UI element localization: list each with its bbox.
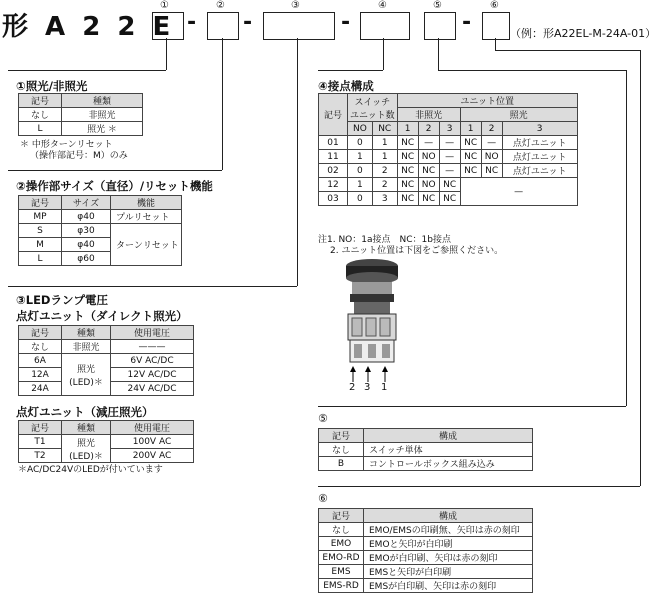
s3b-header-type: 種類 <box>62 421 111 435</box>
s4-r3-c2: 2 <box>372 164 397 178</box>
s4-header-non: 非照光 <box>397 108 460 122</box>
s4-r2-c5: — <box>439 150 460 164</box>
s5-r1-config: スイッチ単体 <box>364 443 533 457</box>
s5-header-code: 記号 <box>319 429 364 443</box>
s4-r1-c7: — <box>481 136 502 150</box>
marker-2: ② <box>216 0 225 11</box>
s6-r2-config: EMOと矢印が白印刷 <box>364 537 533 551</box>
s4-r3-c1: 0 <box>348 164 373 178</box>
s6-r3-config: EMOが白印刷、矢印は赤の刻印 <box>364 551 533 565</box>
s4-header-c3: 3 <box>439 122 460 136</box>
s2-turn-reset: ターンリセット <box>111 224 182 266</box>
s4-header-c5: 2 <box>481 122 502 136</box>
s6-r5-config: EMSが白印刷、矢印は赤の刻印 <box>364 579 533 593</box>
connector-1h <box>8 70 166 71</box>
s4-r3-c4: NC <box>418 164 439 178</box>
s2-r2-size: φ30 <box>62 224 111 238</box>
section6-table <box>318 508 533 593</box>
s4-header-switch-2: ユニット数 <box>350 110 395 121</box>
s1-r1-code: なし <box>19 108 62 122</box>
s1-header-type: 種類 <box>62 94 143 108</box>
connector-5b <box>438 70 626 71</box>
s6-header-code: 記号 <box>319 509 364 523</box>
s3-header-volt: 使用電圧 <box>111 326 194 340</box>
s3-r1-type: 非照光 <box>62 340 111 354</box>
s1-r2-code: L <box>19 122 62 136</box>
marker-3: ③ <box>291 0 300 11</box>
s2-header-func: 機能 <box>111 196 182 210</box>
s2-r1-func: プルリセット <box>111 210 182 224</box>
section3-table1 <box>18 325 194 396</box>
s4-r5-c1: 0 <box>348 192 373 206</box>
s4-header-c2: 2 <box>418 122 439 136</box>
s6-r4-code: EMS <box>319 565 364 579</box>
s5-r2-config: コントロールボックス組み込み <box>364 457 533 471</box>
s4-r1-c1: 0 <box>348 136 373 150</box>
s4-r5-c3: NC <box>397 192 418 206</box>
s4-header-switch-1: スイッチ <box>354 97 391 108</box>
connector-6c <box>640 50 641 486</box>
connector-3h <box>8 286 297 287</box>
s3-header-type: 種類 <box>62 326 111 340</box>
s4-r1-c0: 01 <box>319 136 348 150</box>
s3b-type-lit <box>62 435 111 463</box>
s4-r5-c5: NC <box>439 192 460 206</box>
s4-r4-c0: 12 <box>319 178 348 192</box>
s6-r2-code: EMO <box>319 537 364 551</box>
s3b-r2-code: T2 <box>19 449 62 463</box>
unit-pos-label-2: 3 <box>364 382 371 393</box>
s3-r2-code: 6A <box>19 354 62 368</box>
connector-3v <box>297 38 298 286</box>
s3b-header-code: 記号 <box>19 421 62 435</box>
s3b-header-volt: 使用電圧 <box>111 421 194 435</box>
s3-type-lit-2: (LED)＊ <box>69 377 103 388</box>
marker-4: ④ <box>378 0 387 11</box>
code-box-4 <box>360 12 410 40</box>
s4-header-c4: 1 <box>460 122 481 136</box>
s6-header-config: 構成 <box>364 509 533 523</box>
marker-5: ⑤ <box>433 0 442 11</box>
s3b-type-lit-2: (LED)＊ <box>69 451 103 462</box>
section2-heading: ②操作部サイズ（直径）/リセット機能 <box>16 179 213 193</box>
connector-1v <box>166 38 167 70</box>
s4-header-c1: 1 <box>397 122 418 136</box>
s4-r2-c3: NC <box>397 150 418 164</box>
s3-sub2: 点灯ユニット（減圧照光） <box>16 405 154 419</box>
s5-r2-code: B <box>319 457 364 471</box>
s1-r2-type: 照光 ＊ <box>62 122 143 136</box>
s4-r2-c4: NO <box>418 150 439 164</box>
s4-r1-c3: NC <box>397 136 418 150</box>
code-box-1 <box>152 12 184 40</box>
s4-r1-c2: 1 <box>372 136 397 150</box>
code-dash-4: - <box>462 10 472 35</box>
marker-1: ① <box>160 0 169 11</box>
connector-2v <box>222 38 223 170</box>
s3b-type-lit-1: 照光 <box>76 438 95 449</box>
s3-sub1: 点灯ユニット（ダイレクト照光） <box>16 309 188 323</box>
s6-r1-code: なし <box>319 523 364 537</box>
section4-heading: ④接点構成 <box>318 79 374 93</box>
code-dash-1: - <box>187 10 197 35</box>
s2-r1-code: MP <box>19 210 62 224</box>
s4-r3-c5: — <box>439 164 460 178</box>
s1-r1-type: 非照光 <box>62 108 143 122</box>
s3b-r1-volt: 100V AC <box>111 435 194 449</box>
code-box-6 <box>482 12 510 40</box>
s3-r3-code: 12A <box>19 368 62 382</box>
s4-header-no: NO <box>348 122 373 136</box>
s5-header-config: 構成 <box>364 429 533 443</box>
section3-table2 <box>18 420 194 463</box>
s4-header-nc: NC <box>372 122 397 136</box>
s3-r1-code: なし <box>19 340 62 354</box>
connector-6b <box>495 50 640 51</box>
s6-r3-code: EMO-RD <box>319 551 364 565</box>
s4-r1-c6: NC <box>460 136 481 150</box>
s2-r4-size: φ60 <box>62 252 111 266</box>
s4-r4-c5: NC <box>439 178 460 192</box>
connector-6a <box>495 38 496 50</box>
model-title: 形 A 2 2 E <box>2 12 175 42</box>
s4-r3-c6: NC <box>460 164 481 178</box>
s1-note2: （操作部記号：M）のみ <box>30 151 128 161</box>
s4-r5-c4: NC <box>418 192 439 206</box>
unit-pos-label-3: 1 <box>381 382 388 393</box>
s6-marker: ⑥ <box>318 492 328 505</box>
s3-note: ＊AC/DC24VのLEDが付いています <box>18 465 163 475</box>
s4-r2-c7: NO <box>481 150 502 164</box>
s4-note1: 注1. NO：1a接点 NC：1b接点 <box>318 235 451 245</box>
s3-r1-volt: ——— <box>111 340 194 354</box>
s4-r2-c1: 1 <box>348 150 373 164</box>
s3-r4-volt: 24V AC/DC <box>111 382 194 396</box>
s4-r3-c7: NC <box>481 164 502 178</box>
code-box-3 <box>263 12 335 40</box>
section5-table <box>318 428 533 471</box>
connector-6d <box>318 486 640 487</box>
s4-header-lit: 照光 <box>460 108 577 122</box>
s6-r1-config: EMO/EMSの印刷無、矢印は赤の刻印 <box>364 523 533 537</box>
s2-r4-code: L <box>19 252 62 266</box>
s4-r2-c6: NC <box>460 150 481 164</box>
connector-2h <box>8 170 222 171</box>
s4-r3-c3: NC <box>397 164 418 178</box>
s2-header-code: 記号 <box>19 196 62 210</box>
section4-table <box>318 93 578 206</box>
section1-table <box>18 93 143 136</box>
section2-table <box>18 195 182 266</box>
connector-4v <box>383 38 384 70</box>
s4-r2-c2: 1 <box>372 150 397 164</box>
example-code: （例：形A22EL-M-24A-01） <box>510 27 657 40</box>
s5-marker: ⑤ <box>318 412 328 425</box>
connector-5c <box>626 70 627 406</box>
s4-r5-c0: 03 <box>319 192 348 206</box>
s4-r5-c2: 3 <box>372 192 397 206</box>
s4-note2: 2. ユニット位置は下図をご参照ください。 <box>330 246 504 256</box>
s3-r2-volt: 6V AC/DC <box>111 354 194 368</box>
s2-r3-code: M <box>19 238 62 252</box>
code-box-5 <box>424 12 456 40</box>
s4-header-c6: 3 <box>502 122 577 136</box>
s4-r4-c2: 2 <box>372 178 397 192</box>
section1-heading: ①照光/非照光 <box>16 79 88 93</box>
s5-r1-code: なし <box>319 443 364 457</box>
s4-header-pos: ユニット位置 <box>397 94 577 108</box>
s3b-r2-volt: 200V AC <box>111 449 194 463</box>
s4-r4-c3: NC <box>397 178 418 192</box>
section3-heading: ③LEDランプ電圧 <box>16 293 108 307</box>
s3-header-code: 記号 <box>19 326 62 340</box>
s4-header-code: 記号 <box>319 94 348 136</box>
code-dash-3: - <box>341 10 351 35</box>
s4-header-switch <box>348 94 398 122</box>
s3b-r1-code: T1 <box>19 435 62 449</box>
s4-r3-c0: 02 <box>319 164 348 178</box>
s3-r3-volt: 12V AC/DC <box>111 368 194 382</box>
marker-6: ⑥ <box>490 0 499 11</box>
s2-r2-code: S <box>19 224 62 238</box>
s1-note1: ＊ 中形ターンリセット <box>20 140 113 150</box>
code-box-2 <box>207 12 239 40</box>
s6-r5-code: EMS-RD <box>319 579 364 593</box>
s4-r3-c8: 点灯ユニット <box>502 164 577 178</box>
connector-4h <box>318 70 383 71</box>
s4-lit-none: — <box>460 178 577 206</box>
s4-r4-c4: NO <box>418 178 439 192</box>
s3-type-lit <box>62 354 111 396</box>
s4-r2-c8: 点灯ユニット <box>502 150 577 164</box>
s3-type-lit-1: 照光 <box>76 364 95 375</box>
s4-r1-c4: — <box>418 136 439 150</box>
s4-r1-c8: 点灯ユニット <box>502 136 577 150</box>
switch-illustration <box>330 256 410 396</box>
s1-header-code: 記号 <box>19 94 62 108</box>
s3-r4-code: 24A <box>19 382 62 396</box>
connector-5d <box>318 406 626 407</box>
s4-r1-c5: — <box>439 136 460 150</box>
s4-r2-c0: 11 <box>319 150 348 164</box>
connector-5a <box>438 38 439 70</box>
s2-header-size: サイズ <box>62 196 111 210</box>
code-dash-2: - <box>243 10 253 35</box>
s6-r4-config: EMSと矢印が白印刷 <box>364 565 533 579</box>
s2-r1-size: φ40 <box>62 210 111 224</box>
s4-r4-c1: 1 <box>348 178 373 192</box>
unit-pos-label-1: 2 <box>349 382 356 393</box>
s2-r3-size: φ40 <box>62 238 111 252</box>
